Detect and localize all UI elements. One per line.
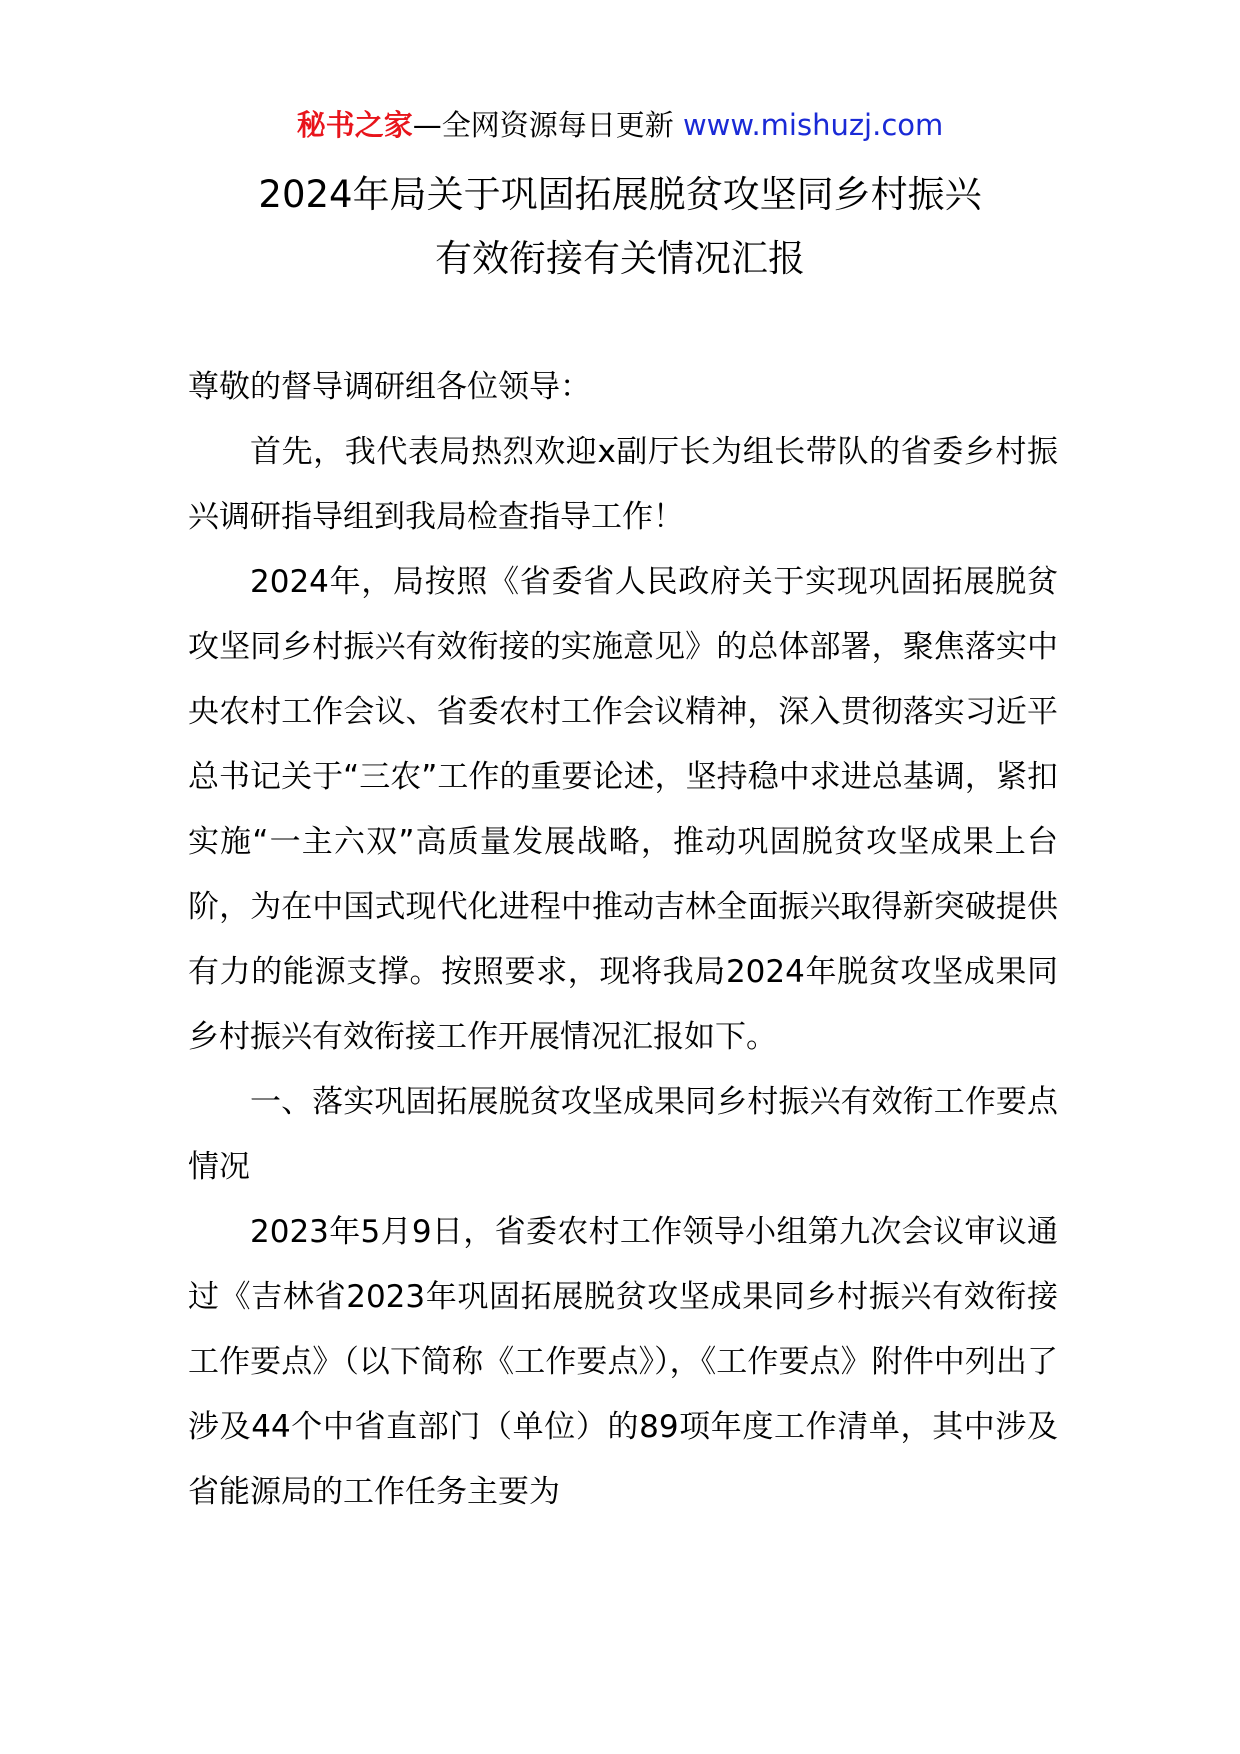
salutation: 尊敬的督导调研组各位领导： [188,369,591,405]
title-line-1: 2024年局关于巩固拓展脱贫攻坚同乡村振兴 [258,173,982,216]
header-tagline: —全网资源每日更新 [412,108,683,142]
section-heading-1: 一、落实巩固拓展脱贫攻坚成果同乡村振兴有效衔工作要点情况 [188,1084,1058,1185]
document-title [0,163,1240,291]
paragraph-work-points: 2023年5月9日，省委农村工作领导小组第九次会议审议通过《吉林省2023年巩固拓展脱贫攻坚成果同乡村振兴有效衔接工作要点》（以下简称《工作要点》），《工作要点》附件中列出了涉及44个中省直部门（单位）的89项年度工作清单，其中涉及省能源局的工作任务主要为 [188,1214,1058,1510]
paragraph-overview: 2024年，局按照《省委省人民政府关于实现巩固拓展脱贫攻坚同乡村振兴有效衔接的实施意见》的总体部署，聚焦落实中央农村工作会议、省委农村工作会议精神，深入贯彻落实习近平总书记关于“三农”工作的重要论述，坚持稳中求进总基调，紧扣实施“一主六双”高质量发展战略，推动巩固脱贫攻坚成果上台阶，为在中国式现代化进程中推动吉林全面振兴取得新突破提供有力的能源支撑。按照要求，现将我局2024年脱贫攻坚成果同乡村振兴有效衔接工作开展情况汇报如下。 [188,564,1058,1055]
paragraph-welcome: 首先，我代表局热烈欢迎x副厅长为组长带队的省委乡村振兴调研指导组到我局检查指导工作！ [188,434,1058,535]
brand-name: 秘书之家 [296,108,413,142]
site-header [0,100,1240,150]
document-body [188,355,1058,1525]
site-url-link[interactable]: www.mishuzj.com [682,108,944,142]
title-line-2: 有效衔接有关情况汇报 [435,237,805,280]
